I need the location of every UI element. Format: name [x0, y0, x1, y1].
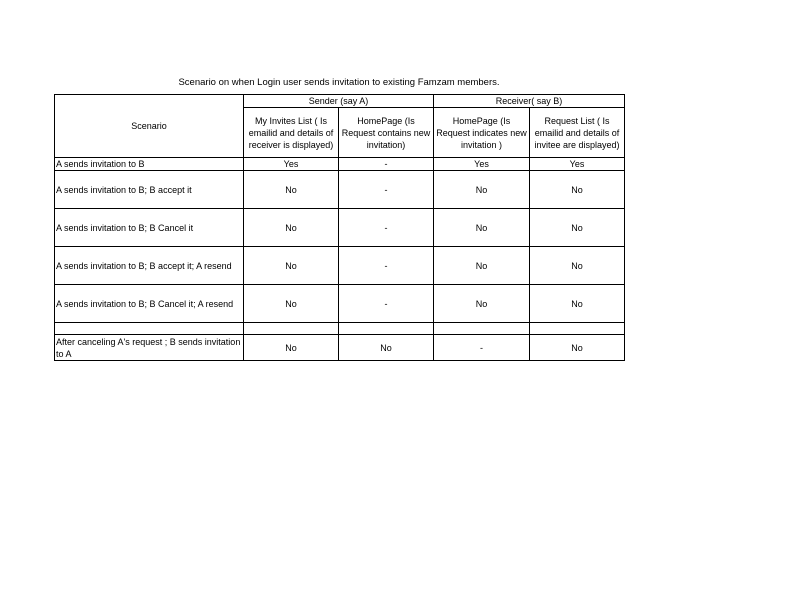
value-cell: Yes [530, 158, 625, 171]
value-cell: - [434, 335, 530, 361]
header-column: HomePage (Is Request indicates new invitation ) [434, 108, 530, 158]
scenario-cell: A sends invitation to B; B Cancel it; A resend [55, 285, 244, 323]
scenario-cell: A sends invitation to B; B Cancel it [55, 209, 244, 247]
value-cell: Yes [244, 158, 339, 171]
table-row [55, 171, 625, 209]
table-row [55, 158, 625, 171]
value-cell: No [244, 171, 339, 209]
value-cell: No [244, 209, 339, 247]
value-cell: No [339, 335, 434, 361]
scenario-cell: After canceling A's request ; B sends invitation to A [55, 335, 244, 361]
header-receiver-group: Receiver( say B) [434, 95, 625, 108]
header-column: Request List ( Is emailid and details of invitee are displayed) [530, 108, 625, 158]
value-cell: No [434, 285, 530, 323]
table-row [55, 209, 625, 247]
empty-cell [339, 323, 434, 335]
value-cell: No [434, 247, 530, 285]
value-cell: - [339, 285, 434, 323]
table-row [55, 285, 625, 323]
value-cell: No [244, 335, 339, 361]
value-cell: Yes [434, 158, 530, 171]
table-row [55, 247, 625, 285]
value-cell: No [530, 171, 625, 209]
scenario-cell: A sends invitation to B; B accept it [55, 171, 244, 209]
header-sender-group: Sender (say A) [244, 95, 434, 108]
scenario-table [54, 94, 625, 361]
value-cell: No [530, 247, 625, 285]
value-cell: No [244, 247, 339, 285]
scenario-cell: A sends invitation to B; B accept it; A resend [55, 247, 244, 285]
value-cell: - [339, 171, 434, 209]
table-row [55, 335, 625, 361]
empty-cell [244, 323, 339, 335]
value-cell: No [530, 209, 625, 247]
empty-row [55, 323, 625, 335]
value-cell: No [434, 209, 530, 247]
value-cell: No [530, 335, 625, 361]
value-cell: - [339, 247, 434, 285]
value-cell: - [339, 209, 434, 247]
empty-cell [55, 323, 244, 335]
empty-cell [530, 323, 625, 335]
value-cell: No [434, 171, 530, 209]
value-cell: No [244, 285, 339, 323]
value-cell: No [530, 285, 625, 323]
header-column: HomePage (Is Request contains new invitation) [339, 108, 434, 158]
page-title: Scenario on when Login user sends invitation to existing Famzam members. [178, 77, 500, 88]
scenario-cell: A sends invitation to B [55, 158, 244, 171]
header-scenario: Scenario [55, 95, 244, 158]
value-cell: - [339, 158, 434, 171]
empty-cell [434, 323, 530, 335]
header-column: My Invites List ( Is emailid and details of receiver is displayed) [244, 108, 339, 158]
